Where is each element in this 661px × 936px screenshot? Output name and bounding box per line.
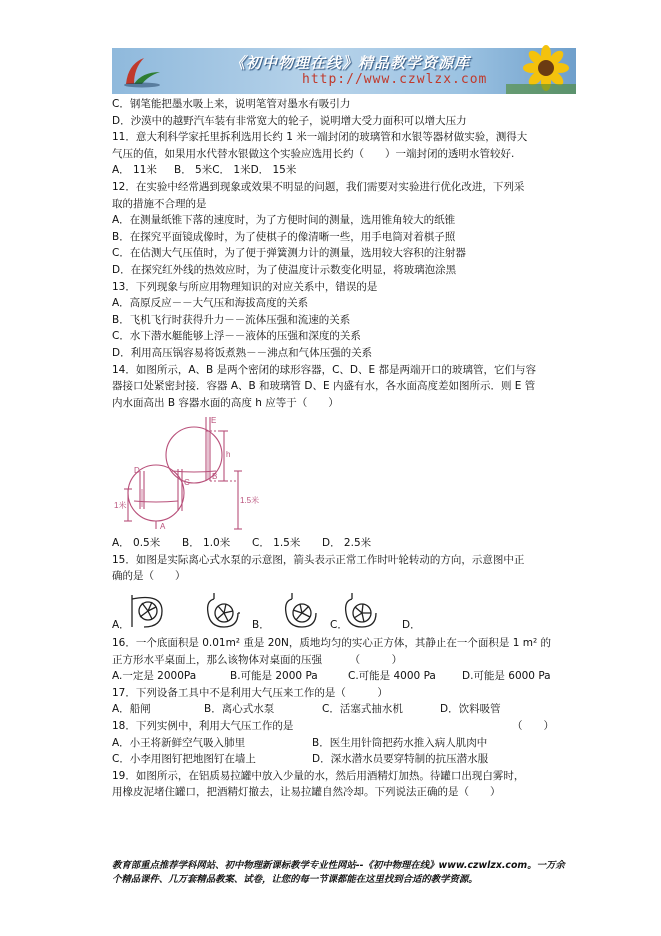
q15-label-d: D．	[402, 619, 421, 632]
q14-label-1-5m: 1.5米	[240, 496, 260, 506]
footer-line-2: 个精品课件、几万套精品教案、试卷，让您的每一节课都能在这里找到合适的教学资源。	[112, 874, 478, 885]
q11-option-a: A． 11米	[112, 164, 157, 177]
q15-pump-d-icon	[342, 591, 382, 631]
q18-option-b: B．医生用针筒把药水推入病人肌肉中	[312, 736, 488, 749]
q11-option-bcd: B． 5米C． 1米D． 15米	[174, 164, 297, 177]
q12-option-d: D．在探究红外线的热效应时，为了使温度计示数变化明显，将玻璃泡涂黑	[112, 263, 457, 276]
q15-label-b: B．	[252, 619, 270, 632]
q14-label-d: D	[134, 466, 140, 476]
q17-option-a: A．船闸	[112, 703, 151, 716]
q15-pump-a-icon	[128, 591, 168, 631]
q19-text-1: 19．如图所示，在铝质易拉罐中放入少量的水，然后用酒精灯加热。待罐口出现白雾时，	[112, 769, 525, 782]
q14-options	[112, 535, 580, 552]
q15-text-2: 确的是（ ）	[112, 570, 186, 583]
q18-question	[112, 718, 580, 735]
q14-diagram	[112, 413, 260, 532]
q13-option-a: A．高原反应－－大气压和海拔高度的关系	[112, 297, 309, 310]
q17-option-b: B．离心式水泵	[204, 703, 275, 716]
sunflower-icon	[506, 48, 576, 94]
q12-text-2: 取的措施不合理的是	[112, 197, 207, 210]
q17-option-c: C．活塞式抽水机	[322, 703, 403, 716]
q12-option-c: C．在估测大气压值时，为了便于弹簧测力计的测量，选用较大容积的注射器	[112, 247, 466, 260]
q13-option-d: D．利用高压锅容易将饭煮熟－－沸点和气体压强的关系	[112, 346, 373, 359]
q10-option-c: C．钢笔能把墨水吸上来，说明笔管对墨水有吸引力	[112, 98, 351, 110]
exam-content	[112, 96, 580, 801]
q17-options	[112, 701, 580, 718]
site-logo-icon	[120, 54, 164, 88]
q19-text-2: 用橡皮泥堵住罐口，把酒精灯撤去，让易拉罐自然冷却。下列说法正确的是（ ）	[112, 786, 501, 799]
q14-text-1: 14．如图所示，A、B 是两个密闭的球形容器，C、D、E 都是两端开口的玻璃管，它们与容	[112, 363, 536, 376]
q14-label-c: C	[184, 478, 190, 488]
banner-title: 《初中物理在线》精品教学资源库	[230, 54, 471, 72]
q14-label-e: E	[211, 416, 217, 426]
q11-text-1: 11．意大利科学家托里拆利选用长约 1 米一端封闭的玻璃管和水银等器材做实验，测得大	[112, 131, 528, 144]
q12-option-a: A．在测量纸锥下落的速度时，为了方便时间的测量，选用锥角较大的纸锥	[112, 214, 456, 227]
q14-figure	[112, 413, 580, 531]
q14-option-b: B． 1.0米	[182, 537, 231, 550]
q14-option-d: D． 2.5米	[322, 537, 372, 550]
q18-options-row-1	[112, 735, 580, 752]
q18-paren: （ ）	[512, 720, 554, 733]
q12-option-b: B．在探究平面镜成像时，为了使棋子的像清晰一些，用手电筒对着棋子照	[112, 230, 456, 243]
q18-options-row-2	[112, 751, 580, 768]
q16-option-a: A.一定是 2000Pa	[112, 670, 197, 683]
q14-label-a: A	[160, 522, 166, 532]
q16-option-c: C.可能是 4000 Pa	[348, 670, 436, 683]
q16-option-b: B.可能是 2000 Pa	[230, 670, 318, 683]
q16-option-d: D.可能是 6000 Pa	[462, 670, 551, 683]
q18-option-a: A．小王将新鲜空气吸入肺里	[112, 736, 246, 749]
q18-option-c: C．小李用图钉把地图钉在墙上	[112, 753, 256, 766]
banner-url: http://www.czwlzx.com	[302, 72, 488, 87]
q15-text-1: 15．如图是实际离心式水泵的示意图，箭头表示正常工作时叶轮转动的方向，示意图中正	[112, 553, 525, 566]
q15-figures	[112, 587, 580, 633]
q14-text-3: 内水面高出 B 容器水面的高度 h 应等于（ ）	[112, 396, 339, 409]
q15-pump-c-icon	[282, 591, 322, 631]
q11-text-2: 气压的值，如果用水代替水银做这个实验应选用长约（ ）一端封闭的透明水管较好.	[112, 147, 515, 160]
q15-label-a: A．	[112, 619, 130, 632]
q10-option-d: D．沙漠中的越野汽车装有非常宽大的轮子，说明增大受力面积可以增大压力	[112, 114, 467, 127]
q12-text-1: 12．在实验中经常遇到现象或效果不明显的问题，我们需要对实验进行优化改进，下列采	[112, 180, 525, 193]
q17-option-d: D．饮料吸管	[440, 703, 501, 716]
q13-option-c: C．水下潜水艇能够上浮－－液体的压强和深度的关系	[112, 330, 361, 343]
q14-label-b: B	[212, 472, 218, 482]
q14-label-1m: 1米	[114, 501, 127, 511]
q16-options	[112, 668, 580, 685]
q14-label-h: h	[226, 450, 231, 460]
footer-line-1: 教育部重点推荐学科网站、初中物理新课标教学专业性网站--《初中物理在线》www.czwlzx.com。一万余	[112, 860, 565, 871]
q14-option-c: C． 1.5米	[252, 537, 301, 550]
q14-text-2: 器接口处紧密封接．容器 A、B 和玻璃管 D、E 内盛有水，各水面高度差如图所示．则 E 管	[112, 380, 536, 393]
q15-pump-b-icon	[204, 591, 244, 631]
q17-text: 17．下列设备工具中不是利用大气压来工作的是（ ）	[112, 686, 388, 699]
q13-option-b: B．飞机飞行时获得升力－－流体压强和流速的关系	[112, 313, 351, 326]
page-footer	[112, 859, 580, 887]
q18-text: 18．下列实例中，利用大气压工作的是	[112, 720, 294, 733]
q15-label-c: C．	[330, 619, 348, 632]
q14-option-a: A． 0.5米	[112, 537, 161, 550]
q13-text: 13．下列现象与所应用物理知识的对应关系中，错误的是	[112, 280, 378, 293]
q18-option-d: D．深水潜水员要穿特制的抗压潜水服	[312, 753, 489, 766]
header-banner	[112, 48, 576, 94]
q16-text-2: 正方形水平桌面上，那么该物体对桌面的压强 （ ）	[112, 653, 403, 666]
q16-text-1: 16．一个底面积是 0.01m² 重是 20N，质地均匀的实心正方体，其静止在一个面积是 1 m² 的	[112, 637, 552, 650]
q11-options	[112, 162, 580, 179]
